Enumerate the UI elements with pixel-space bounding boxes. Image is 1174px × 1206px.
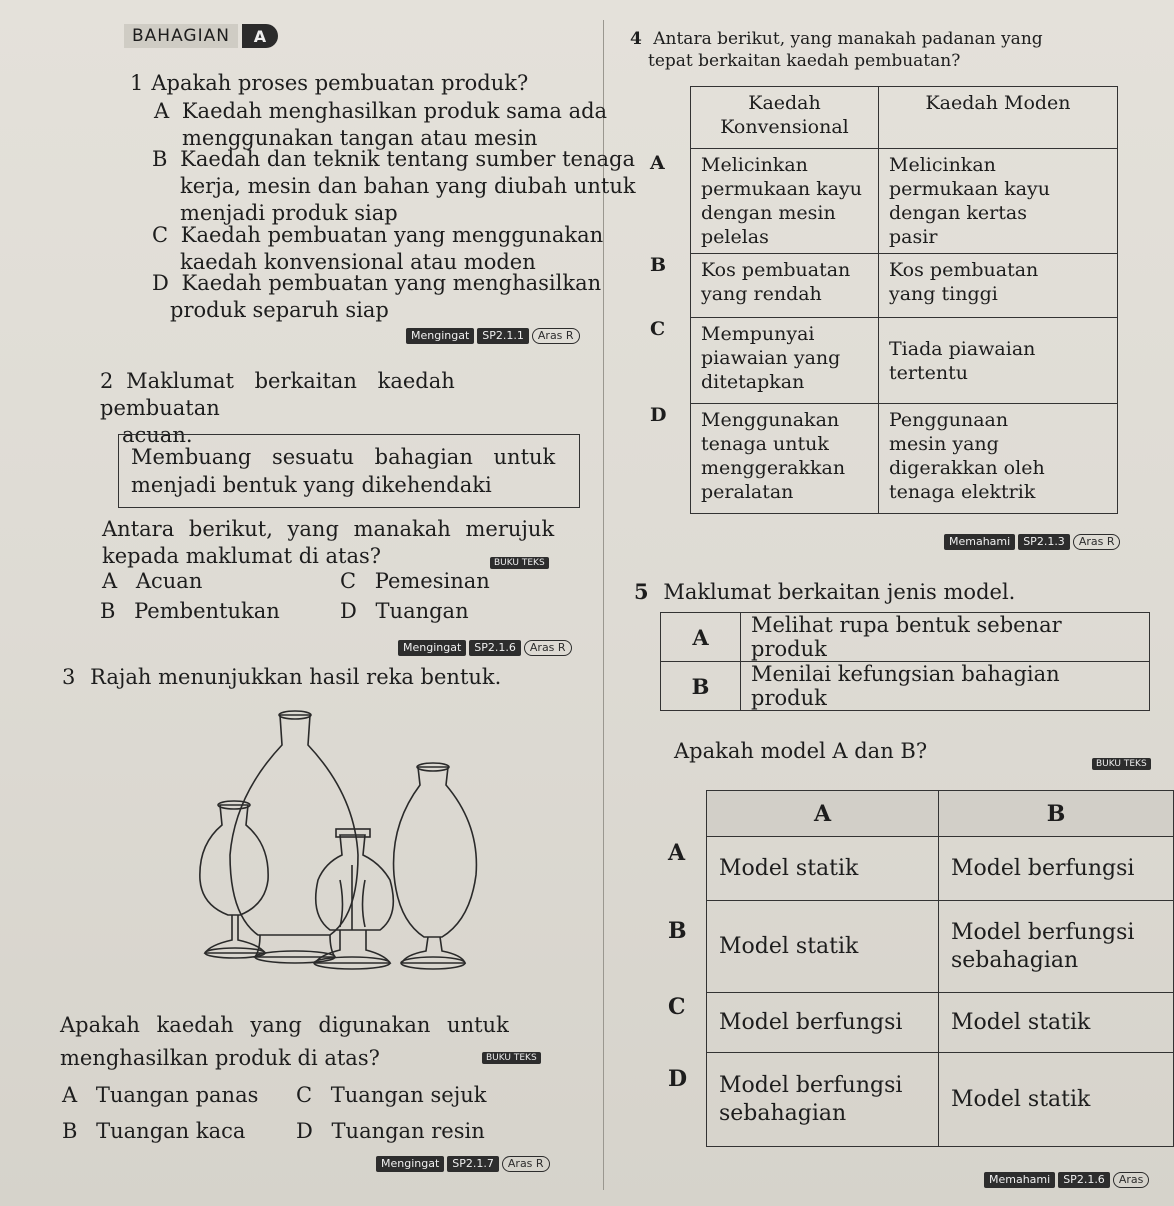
q4-row-c[interactable]: Mempunyai piawaian yang ditetapkan Tiada piawaian tertentu: [691, 318, 1118, 404]
q4-header-moden: Kaedah Moden: [879, 87, 1118, 149]
q4-row-letter-b: B: [650, 254, 667, 276]
q1-skill-tag: Mengingat SP2.1.1 Aras R: [406, 328, 580, 344]
q2-option-a[interactable]: A Acuan: [102, 569, 203, 593]
q4-number: 4: [630, 29, 642, 49]
q5-row-letter-a: A: [668, 840, 686, 866]
q5-info-row-a: A Melihat rupa bentuk sebenar produk: [661, 613, 1150, 662]
q4-row-b[interactable]: Kos pembuatan yang rendah Kos pembuatan yang tinggi: [691, 254, 1118, 318]
q3-stem: Rajah menunjukkan hasil reka bentuk.: [90, 665, 502, 689]
q1-option-a[interactable]: A Kaedah menghasilkan produk sama ada menggunakan tangan atau mesin: [154, 99, 608, 150]
q5-answer-table: [706, 790, 1174, 1147]
q3-option-a[interactable]: A Tuangan panas: [62, 1083, 259, 1107]
q1-number: 1: [130, 71, 144, 95]
q5-question: Apakah model A dan B?: [674, 739, 928, 763]
q4-row-letter-c: C: [650, 318, 666, 340]
q2-option-b[interactable]: B Pembentukan: [100, 599, 280, 623]
q5-letters: [668, 790, 698, 1160]
q3-buku-teks-badge: BUKU TEKS: [482, 1052, 541, 1064]
section-label: BAHAGIAN: [124, 24, 238, 48]
q5-row-letter-b: B: [668, 918, 687, 944]
round-ribbed-vase: [316, 835, 394, 930]
q5-row-letter-d: D: [668, 1066, 688, 1092]
question-5: [634, 578, 1015, 606]
q4-skill-tag: Memahami SP2.1.3 Aras R: [944, 534, 1120, 550]
section-header: [124, 24, 278, 48]
slender-vase: [394, 767, 477, 937]
q5-row-b[interactable]: Model statik Model berfungsi sebahagian: [707, 901, 1174, 993]
q5-row-a[interactable]: Model statik Model berfungsi: [707, 837, 1174, 901]
question-4: [630, 28, 1150, 72]
q2-info-box: Membuang sesuatu bahagian untuk menjadi bentuk yang dikehendaki: [118, 434, 580, 508]
q5-info-table: [660, 612, 1150, 711]
q2-skill-tag: Mengingat SP2.1.6 Aras R: [398, 640, 572, 656]
q4-letters: [650, 90, 680, 530]
q3-number: 3: [62, 665, 76, 689]
q5-buku-teks-badge: BUKU TEKS: [1092, 758, 1151, 770]
q2-option-c[interactable]: C Pemesinan: [340, 569, 490, 593]
q3-question: Apakah kaedah yang digunakan untuk menghasilkan produk di atas?: [60, 1013, 509, 1070]
q5-number: 5: [634, 579, 649, 604]
glass-vases-illustration: [180, 705, 510, 975]
question-3: [62, 664, 501, 691]
q5-stem: Maklumat berkaitan jenis model.: [663, 580, 1016, 604]
q4-row-letter-d: D: [650, 404, 667, 426]
q1-option-d[interactable]: D Kaedah pembuatan yang menghasilkan produk separuh siap: [152, 271, 602, 322]
q5-skill-tag: Memahami SP2.1.6 Aras: [984, 1172, 1149, 1188]
q3-option-c[interactable]: C Tuangan sejuk: [296, 1083, 487, 1107]
q4-stem-line2: tepat berkaitan kaedah pembuatan?: [648, 51, 961, 71]
q4-stem-line1: Antara berikut, yang manakah padanan yang: [653, 29, 1043, 49]
q4-table: [690, 86, 1118, 514]
q5-header-b: B: [939, 791, 1174, 837]
q4-row-d[interactable]: Menggunakan tenaga untuk menggerakkan peralatan Penggunaan mesin yang digerakkan oleh tenaga elektrik: [691, 404, 1118, 514]
q4-header-conv: Kaedah Konvensional: [691, 87, 879, 149]
q1-stem: Apakah proses pembuatan produk?: [151, 71, 529, 95]
q3-option-d[interactable]: D Tuangan resin: [296, 1119, 485, 1143]
q3-option-b[interactable]: B Tuangan kaca: [62, 1119, 246, 1143]
tall-vase: [230, 715, 358, 935]
q4-row-a[interactable]: Melicinkan permukaan kayu dengan mesin pelelas Melicinkan permukaan kayu dengan kertas pasir: [691, 149, 1118, 254]
q2-stem-line2: acuan.: [122, 423, 193, 447]
q1-option-c[interactable]: C Kaedah pembuatan yang menggunakan kaedah konvensional atau moden: [152, 223, 604, 274]
question-1: [130, 70, 590, 97]
q4-row-letter-a: A: [650, 152, 665, 174]
q2-buku-teks-badge: BUKU TEKS: [490, 557, 549, 569]
q5-row-c[interactable]: Model berfungsi Model statik: [707, 993, 1174, 1053]
q5-info-row-b: B Menilai kefungsian bahagian produk: [661, 662, 1150, 711]
q5-row-letter-c: C: [668, 994, 686, 1020]
q1-option-b[interactable]: B Kaedah dan teknik tentang sumber tenaga kerja, mesin dan bahan yang diubah untuk menjadi produk siap: [152, 147, 636, 225]
q2-option-d[interactable]: D Tuangan: [340, 599, 469, 623]
q2-number: 2: [100, 369, 114, 393]
small-goblet-vase: [200, 805, 268, 915]
q2-question: Antara berikut, yang manakah merujuk kepada maklumat di atas?: [102, 517, 555, 568]
q5-header-a: A: [707, 791, 939, 837]
q5-row-d[interactable]: Model berfungsi sebahagian Model statik: [707, 1053, 1174, 1147]
q2-stem-line1: Maklumat berkaitan kaedah pembuatan: [100, 369, 455, 420]
q3-skill-tag: Mengingat SP2.1.7 Aras R: [376, 1156, 550, 1172]
section-letter-badge: A: [242, 24, 278, 48]
